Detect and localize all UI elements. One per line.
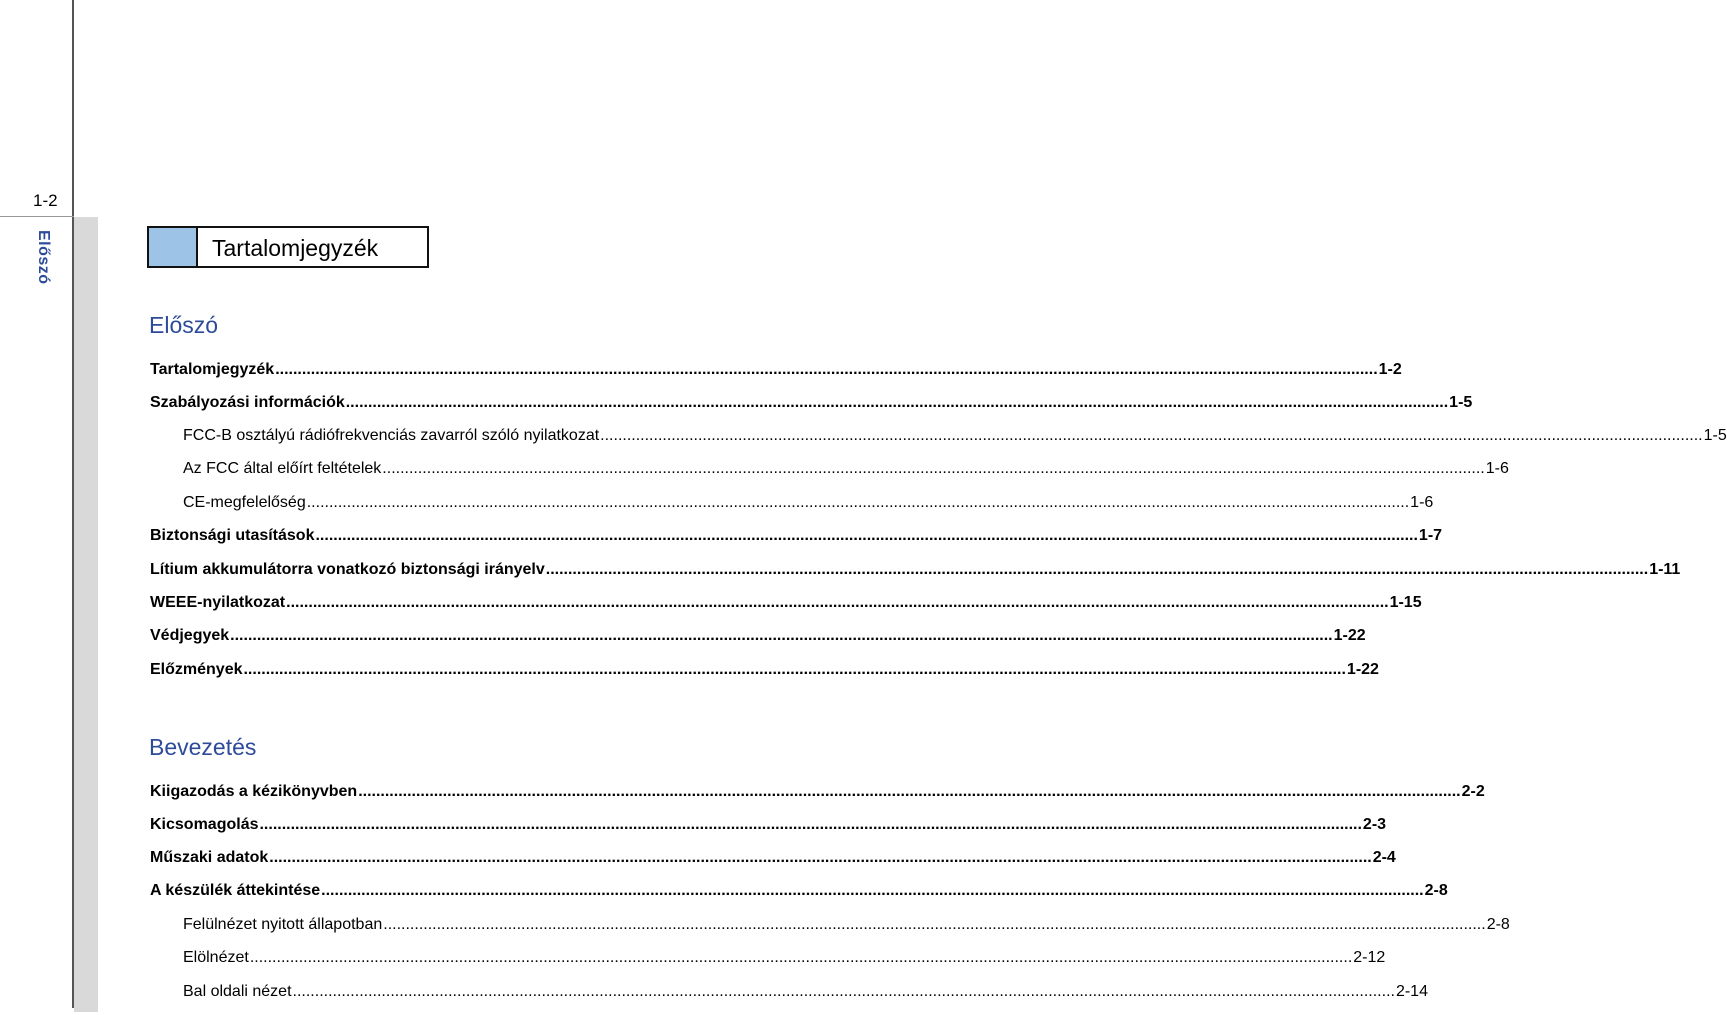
chapter-side-label: Előszó [35, 230, 52, 285]
toc-entry-page: 1-6 [1485, 460, 1509, 477]
toc-entry-label: Elölnézet [183, 949, 249, 966]
toc-entry-page: 2-8 [1424, 882, 1448, 899]
toc-entry-label: A készülék áttekintése [150, 882, 321, 899]
toc-entry-page: 2-3 [1362, 816, 1387, 833]
toc-entry[interactable] [150, 880, 1448, 902]
toc-entry-label: Szabályozási információk [150, 394, 345, 411]
page-title: Tartalomjegyzék [212, 235, 379, 261]
toc-entry[interactable] [150, 659, 1379, 681]
toc-entry-page: 1-11 [1649, 561, 1681, 578]
toc-leader-dots [269, 847, 1371, 869]
toc-entry-label: Kicsomagolás [150, 816, 259, 833]
toc-entry[interactable] [183, 425, 1727, 447]
page-title-box [147, 226, 429, 268]
toc-leader-dots [600, 425, 1702, 447]
toc-entry[interactable] [183, 458, 1509, 480]
toc-entry[interactable] [150, 814, 1387, 836]
toc-leader-dots [358, 781, 1460, 803]
page-number-divider [0, 216, 74, 217]
toc-entry-page: 2-14 [1395, 983, 1428, 1000]
toc-entry-label: Lítium akkumulátorra vonatkozó biztonsági irányelv [150, 561, 545, 578]
sidebar-band [74, 217, 98, 1012]
toc-leader-dots [293, 981, 1395, 1003]
toc-entry-label: Felülnézet nyitott állapotban [183, 916, 383, 933]
toc-entry-page: 1-7 [1418, 527, 1443, 544]
toc-entry[interactable] [183, 981, 1428, 1003]
toc-entry[interactable] [183, 914, 1510, 936]
toc-entry-label: WEEE-nyilatkozat [150, 594, 286, 611]
toc-leader-dots [383, 914, 1485, 936]
toc-entry[interactable] [150, 359, 1402, 381]
toc-entry-label: Védjegyek [150, 627, 230, 644]
toc-leader-dots [382, 458, 1484, 480]
toc-leader-dots [259, 814, 1361, 836]
toc-entry-label: Műszaki adatok [150, 849, 269, 866]
title-color-swatch [149, 228, 198, 266]
toc-entry-page: 1-5 [1703, 427, 1727, 444]
toc-entry-page: 1-22 [1346, 661, 1379, 678]
section-heading-introduction: Bevezetés [149, 734, 257, 760]
toc-entry-label: Bal oldali nézet [183, 983, 292, 1000]
toc-entry-label: CE-megfelelőség [183, 494, 306, 511]
toc-entry[interactable] [150, 625, 1366, 647]
toc-entry-page: 2-12 [1353, 949, 1386, 966]
toc-leader-dots [321, 880, 1423, 902]
toc-leader-dots [250, 947, 1352, 969]
toc-entry-page: 1-6 [1410, 494, 1434, 511]
toc-entry[interactable] [150, 592, 1422, 614]
toc-entry-page: 2-8 [1486, 916, 1510, 933]
toc-entry-page: 1-2 [1378, 361, 1402, 378]
toc-entry[interactable] [150, 847, 1396, 869]
toc-entry-label: Az FCC által előírt feltételek [183, 460, 382, 477]
section-heading-foreword: Előszó [149, 312, 219, 338]
toc-entry-label: Kiigazodás a kézikönyvben [150, 783, 358, 800]
toc-leader-dots [275, 359, 1377, 381]
toc-leader-dots [243, 659, 1345, 681]
toc-entry[interactable] [183, 947, 1386, 969]
toc-entry[interactable] [183, 492, 1434, 514]
toc-leader-dots [230, 625, 1332, 647]
toc-entry[interactable] [150, 781, 1485, 803]
toc-entry-page: 1-22 [1333, 627, 1366, 644]
toc-entry-page: 1-5 [1449, 394, 1473, 411]
toc-entry-page: 1-15 [1389, 594, 1422, 611]
toc-entry[interactable] [150, 392, 1473, 414]
toc-entry-label: Előzmények [150, 661, 243, 678]
toc-leader-dots [546, 559, 1648, 581]
toc-entry[interactable] [150, 525, 1443, 547]
toc-entry-page: 2-4 [1372, 849, 1396, 866]
toc-leader-dots [286, 592, 1388, 614]
toc-entry-page: 2-2 [1461, 783, 1485, 800]
toc-leader-dots [346, 392, 1448, 414]
toc-entry-label: Biztonsági utasítások [150, 527, 315, 544]
toc-entry-label: Tartalomjegyzék [150, 361, 275, 378]
toc-leader-dots [307, 492, 1409, 514]
toc-leader-dots [315, 525, 1417, 547]
toc-entry-label: FCC-B osztályú rádiófrekvenciás zavarról szóló nyilatkozat [183, 427, 600, 444]
page-number: 1-2 [33, 191, 58, 210]
toc-entry[interactable] [150, 559, 1681, 581]
